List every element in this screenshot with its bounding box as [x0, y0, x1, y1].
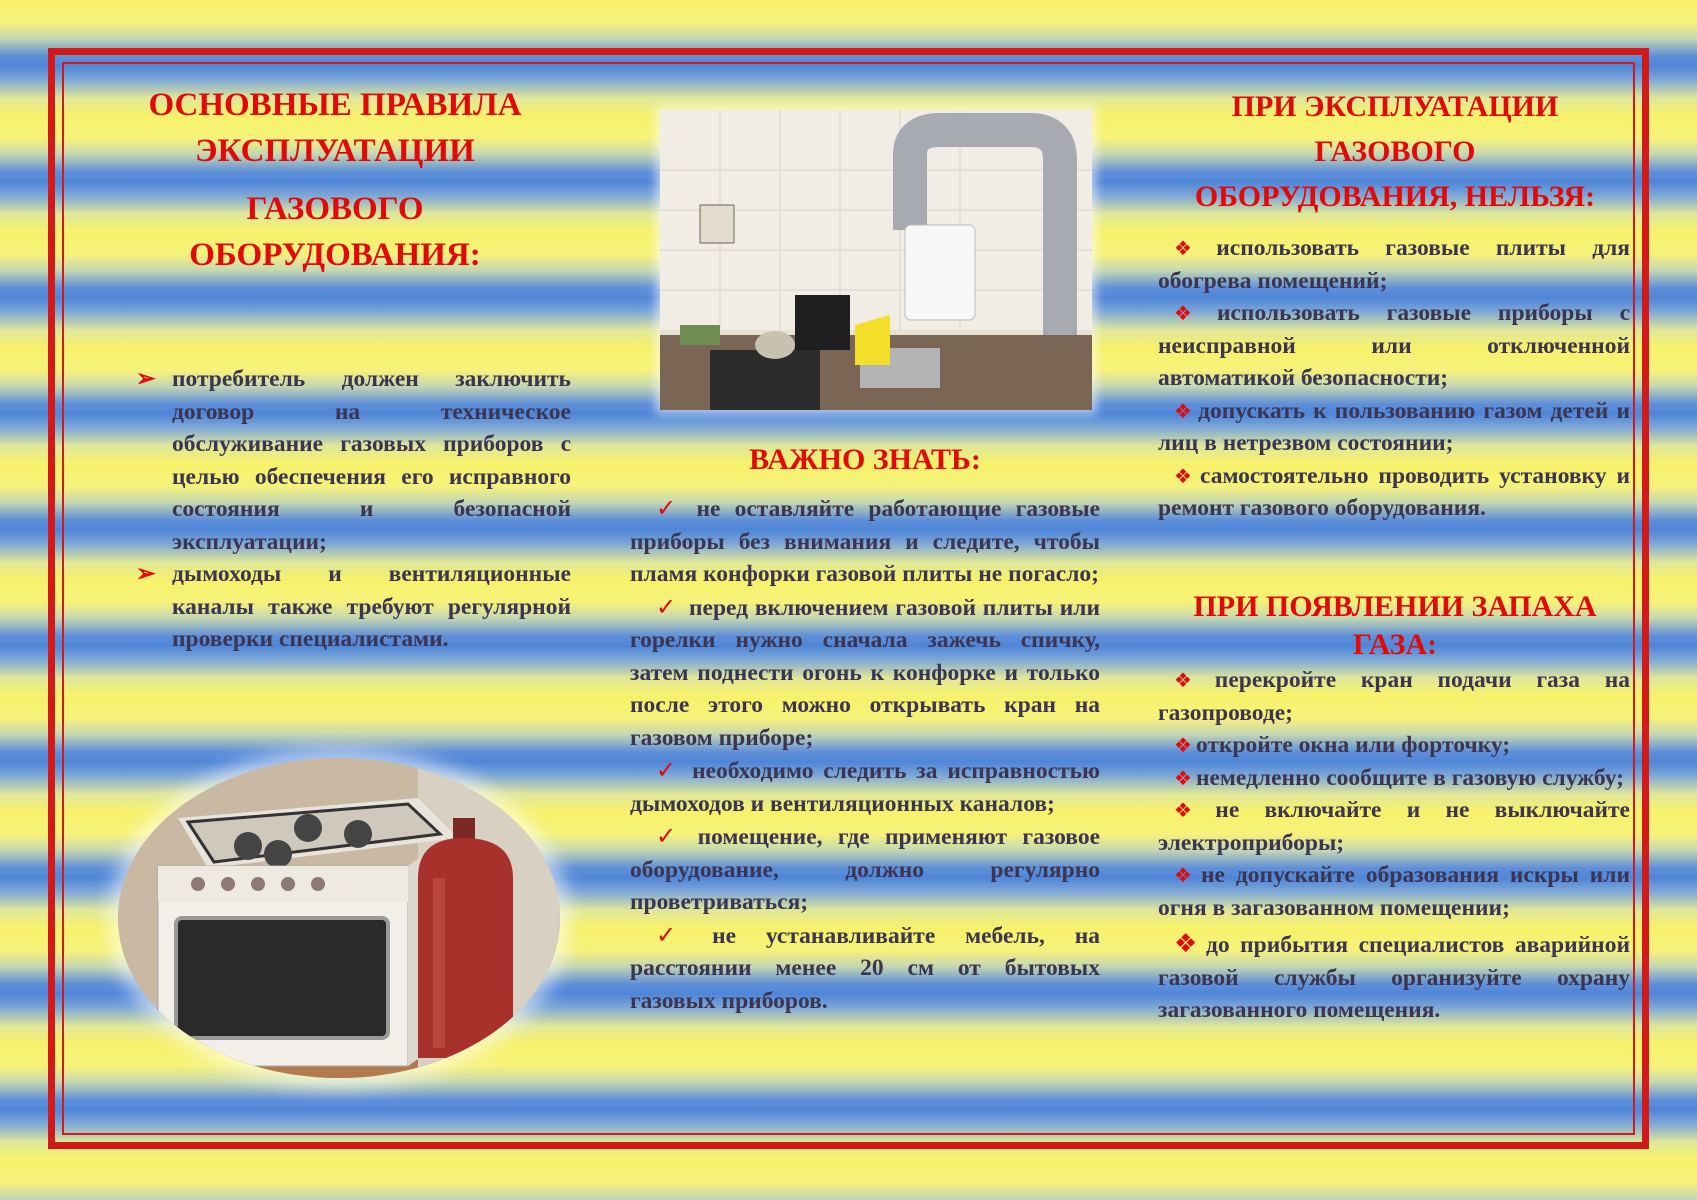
list-item-text: не оставляйте работающие газовые приборы без внимания и следите, чтобы пламя конфорки газовой плиты не погасло; — [630, 496, 1101, 587]
list-item — [136, 363, 571, 558]
list-item-text: потребитель должен заключить договор на техническое обслуживание газовых приборов с целью обеспечения его исправного состояния и безопасной эксплуатации; — [172, 366, 571, 555]
kitchen-photo-illustration — [660, 110, 1092, 410]
stove-photo-illustration — [118, 758, 560, 1078]
list-item — [1158, 664, 1630, 729]
list-item-text: немедленно сообщите в газовую службу; — [1195, 764, 1624, 791]
prohibited-list — [1158, 232, 1630, 525]
list-item-text: помещение, где применяют газовое оборудование, должно регулярно проветриваться; — [630, 824, 1100, 915]
right-title-line: ОБОРУДОВАНИЯ, НЕЛЬЗЯ: — [1194, 180, 1596, 213]
list-item — [1158, 297, 1630, 395]
middle-title: ВАЖНО ЗНАТЬ: — [749, 443, 981, 476]
arrow-marker-icon: ➢ — [136, 561, 156, 587]
left-title-line: ЭКСПЛУАТАЦИИ — [195, 133, 475, 169]
left-title — [110, 82, 560, 278]
list-item-text: использовать газовые плиты для обогрева помещений; — [1158, 235, 1631, 294]
check-icon: ✓ — [656, 756, 681, 784]
list-item — [1158, 729, 1630, 762]
right-title-prohibited — [1160, 84, 1630, 219]
list-item-text: не устанавливайте мебель, на расстоянии менее 20 см от бытовых газовых приборов. — [630, 922, 1100, 1014]
gas-smell-list — [1158, 664, 1630, 1027]
middle-list — [630, 492, 1100, 1017]
list-item — [630, 492, 1100, 591]
list-item — [630, 919, 1100, 1018]
list-item-text: не включайте и не выключайте электроприборы; — [1158, 797, 1630, 856]
list-item-text: необходимо следить за исправностью дымоходов и вентиляционных каналов; — [630, 758, 1100, 817]
check-icon: ✓ — [656, 494, 685, 522]
arrow-marker-icon: ➢ — [136, 366, 156, 392]
list-item-text: перекройте кран подачи газа на газопроводе; — [1158, 667, 1630, 726]
list-item — [630, 820, 1100, 919]
diamond-bullet-icon: ❖ — [1174, 733, 1192, 757]
diamond-bullet-icon: ❖ — [1174, 398, 1195, 423]
left-title-line: ОСНОВНЫЕ ПРАВИЛА — [148, 87, 522, 123]
right-title-gas-smell — [1160, 588, 1630, 664]
diamond-bullet-icon: ❖ — [1174, 668, 1211, 692]
left-title-line: ОБОРУДОВАНИЯ: — [189, 237, 481, 273]
list-item-text: до прибытия специалистов аварийной газовой службы организуйте охрану загазованного помещения. — [1158, 932, 1630, 1023]
diamond-bullet-icon: ❖ — [1174, 236, 1213, 260]
list-item — [630, 591, 1100, 755]
right-title-line: ГАЗА: — [1352, 628, 1438, 661]
check-icon: ✓ — [656, 592, 678, 621]
diamond-bullet-icon: ❖ — [1174, 929, 1202, 959]
list-item — [1158, 928, 1630, 1027]
list-item-text: самостоятельно проводить установку и ремонт газового оборудования. — [1158, 462, 1630, 521]
list-item — [1158, 859, 1630, 924]
list-item — [1158, 395, 1630, 460]
diamond-bullet-icon: ❖ — [1174, 463, 1196, 488]
list-item-text: перед включением газовой плиты или горелки нужно сначала зажечь спичку, затем поднести огонь к конфорке и только после этого можно открывать кран на газовом приборе; — [630, 594, 1100, 751]
diamond-bullet-icon: ❖ — [1174, 863, 1197, 887]
list-item-text: откройте окна или форточку; — [1195, 732, 1511, 758]
list-item — [1158, 460, 1630, 525]
list-item — [1158, 232, 1630, 297]
diamond-bullet-icon: ❖ — [1174, 765, 1192, 790]
list-item-text: дымоходы и вентиляционные каналы также требуют регулярной проверки специалистами. — [172, 561, 571, 652]
gas-stove-and-cylinder-photo — [118, 758, 560, 1078]
list-item-text: не допускайте образования искры или огня в загазованном помещении; — [1158, 862, 1630, 921]
right-title-line: ПРИ ЭКСПЛУАТАЦИИ — [1231, 90, 1559, 123]
list-item — [630, 754, 1100, 820]
diamond-bullet-icon: ❖ — [1174, 301, 1213, 325]
list-item — [1158, 794, 1630, 859]
right-title-line: ПРИ ПОЯВЛЕНИИ ЗАПАХА — [1193, 590, 1597, 623]
right-title-line: ГАЗОВОГО — [1314, 135, 1476, 168]
list-item-text: допускать к пользованию газом детей и лиц в нетрезвом состоянии; — [1158, 397, 1630, 456]
left-list — [136, 363, 571, 656]
left-title-line: ГАЗОВОГО — [246, 191, 424, 227]
check-icon: ✓ — [656, 920, 701, 949]
diamond-bullet-icon: ❖ — [1174, 798, 1212, 822]
check-icon: ✓ — [656, 822, 686, 850]
kitchen-gas-water-heater-photo — [660, 110, 1092, 410]
left-column — [110, 82, 560, 278]
list-item — [136, 558, 571, 656]
list-item — [1158, 762, 1630, 795]
list-item-text: использовать газовые приборы с неисправной или отключенной автоматикой безопасности; — [1158, 300, 1630, 391]
